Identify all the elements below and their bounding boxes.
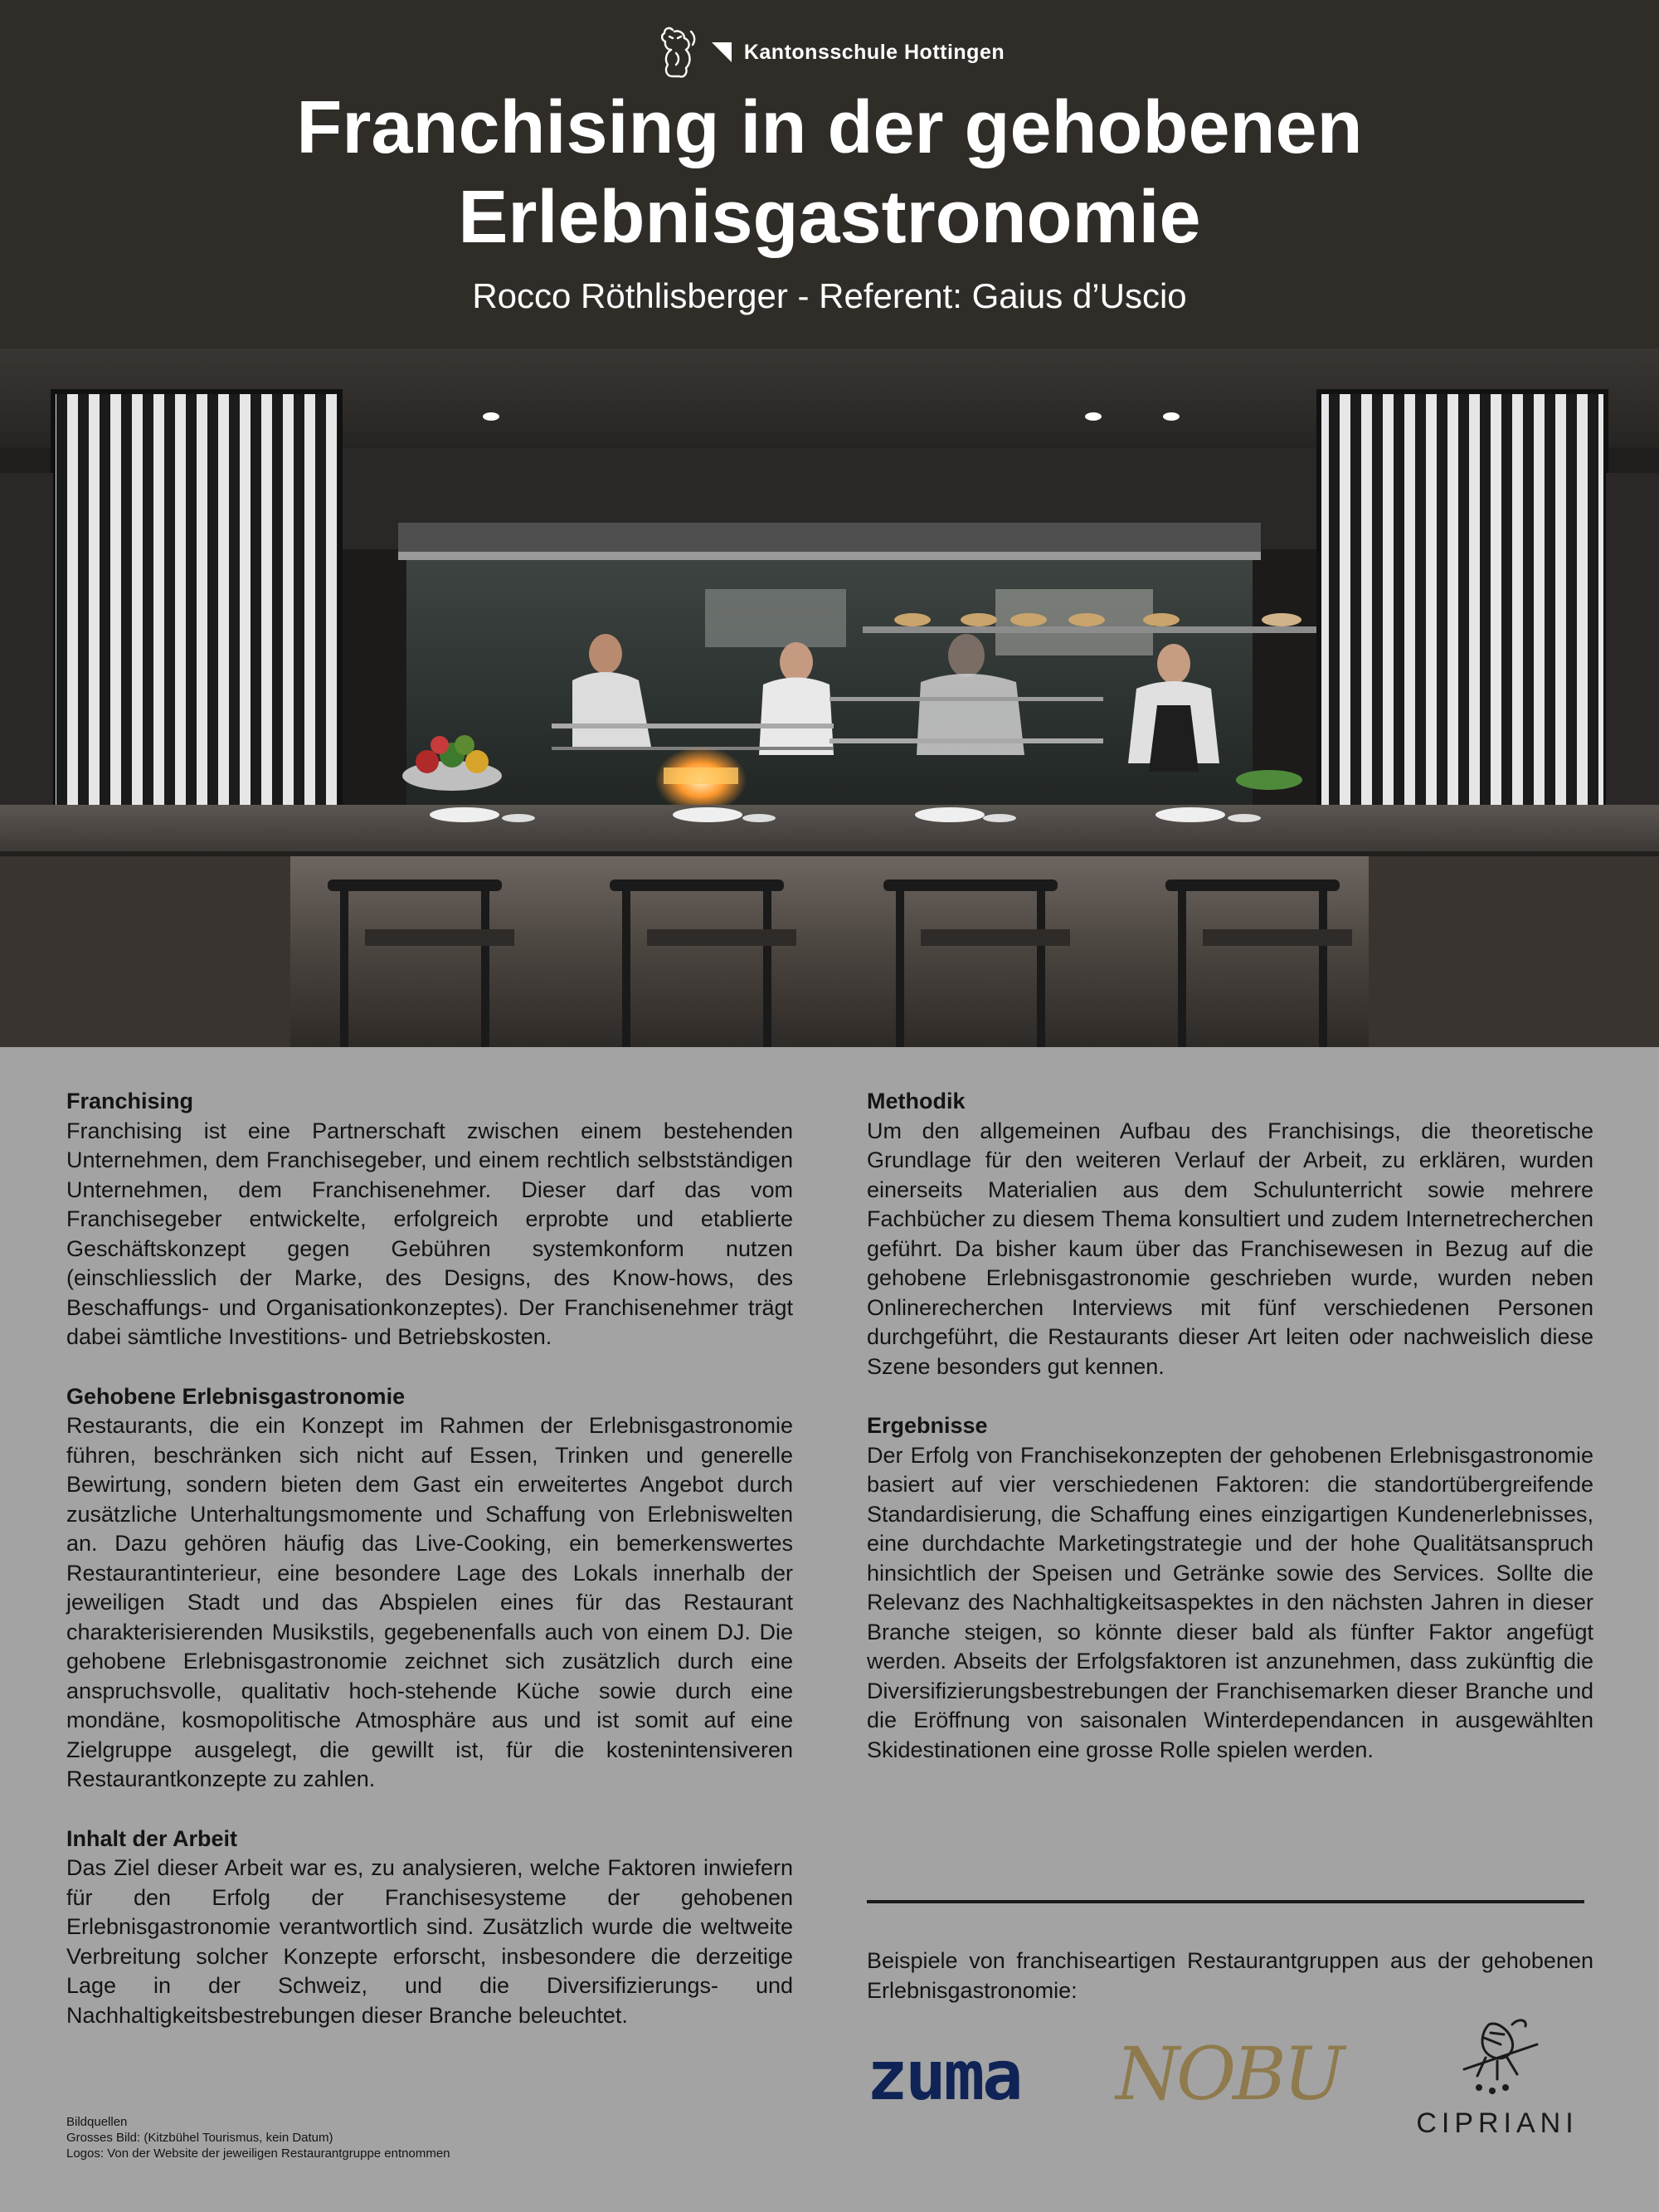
sources-image: Grosses Bild: (Kitzbühel Tourismus, kein Datum) <box>66 2131 333 2145</box>
section-text: Franchising ist eine Partnerschaft zwischen einem bestehenden Unternehmen, dem Franchisegeber, und einem rechtlich selbstständigen Unternehmen, dem Franchisenehmer. Dieser darf das vom Franchisegeber entwickelte, erfolgreich erprobte und etablierte Geschäftskonzept gegen Gebühren systemkonform nutzen (einschliesslich der Marke, des Designs, des Know-hows, des Beschaffungs- und Organisationkonzeptes). Der Franchisenehmer trägt dabei sämtliche Investitions- und Betriebskosten. <box>66 1118 793 1349</box>
zuma-logo <box>867 2049 1074 2107</box>
header-banner <box>0 0 1659 348</box>
section-heading: Ergebnisse <box>867 1413 988 1438</box>
section-inhalt <box>66 1825 793 2031</box>
section-text: Um den allgemeinen Aufbau des Franchisings, die theoretische Grundlage für den weiteren Verlauf der Arbeit, zu erklären, wurden einerseits Materialien aus dem Schulunterricht sowie mehrere Fachbücher zu diesem Thema konsultiert und zudem Internetrecherchen geführt. Da bisher kaum über das Franchisewesen in Bezug auf die gehobene Erlebnisgastronomie geschrieben wurde, wurden neben Onlinerecherchen Interviews mit fünf verschiedenen Personen durchgeführt, die Restaurants dieser Art leiten oder nachweislich diese Szene besonders gut kennen. <box>867 1118 1593 1379</box>
left-column <box>66 1087 793 2060</box>
sources-heading: Bildquellen <box>66 2115 128 2129</box>
lion-crest-icon <box>654 23 699 81</box>
section-heading: Methodik <box>867 1089 966 1113</box>
cipriani-wordmark: CIPRIANI <box>1416 2107 1579 2139</box>
diagonal-square-icon <box>711 41 732 63</box>
hero-restaurant-image <box>0 348 1659 1047</box>
section-ergebnisse <box>867 1411 1593 1765</box>
image-sources <box>66 2114 450 2161</box>
section-text: Der Erfolg von Franchisekonzepten der gehobenen Erlebnisgastronomie basiert auf vier verschiedenen Faktoren: die standortübergreifende Standardisierung, die Schaffung eines einzigartigen Kundenerlebnisses, eine durchdachte Marketingstrategie und der hohe Qualitätsanspruch hinsichtlich der Speisen und Getränke sowie des Services. Sollte die Relevanz des Nachhaltigkeitsaspektes in den nächsten Jahren in dieser Branche steigen, so könnte dieser bald als fünfter Faktor angefügt werden. Abseits der Erfolgsfaktoren ist anzunehmen, dass zukünftig die Diversifizierungsbestrebungen der Franchisemarken dieser Branche und die Eröffnung von saisonalen Winterdependancen in ausgewählten Skidestinationen eine grosse Rolle spielen werden. <box>867 1442 1593 1762</box>
sources-logos: Logos: Von der Website der jeweiligen Restaurantgruppe entnommen <box>66 2146 450 2161</box>
examples-intro: Beispiele von franchiseartigen Restaurantgruppen aus der gehobenen Erlebnisgastronomie: <box>867 1948 1593 2003</box>
section-erlebnisgastronomie <box>66 1382 793 1795</box>
section-divider <box>867 1900 1584 1903</box>
section-text: Das Ziel dieser Arbeit war es, zu analysieren, welche Faktoren inwiefern für den Erfolg der Franchisesysteme der gehobenen Erlebnisgastronomie verantwortlich sind. Zusätzlich wurde die weltweite Verbreitung solcher Konzepte erforscht, insbesondere die derzeitige Lage in der Schweiz, und die Diversifizierungs- und Nachhaltigkeitsbestrebungen dieser Branche beleuchtet. <box>66 1855 793 2028</box>
cipriani-logo <box>1410 2008 1584 2140</box>
nobu-logo: NOBU <box>1116 2031 1341 2117</box>
title-line-1: Franchising in der gehobenen <box>296 86 1363 169</box>
author-line: Rocco Röthlisberger - Referent: Gaius d’Uscio <box>472 276 1187 315</box>
section-text: Restaurants, die ein Konzept im Rahmen der Erlebnisgastronomie führen, beschränken sich nicht auf Essen, Trinken und generelle Bewirtung, sondern bieten dem Gast ein erweitertes Angebot durch zusätzliche Unterhaltungsmomente und Schaffung von Erlebniswelten an. Dazu gehören häufig das Live-Cooking, ein bemerkenswertes Restaurantinterieur, eine besondere Lage des Lokals innerhalb der jeweiligen Stadt und das Abspielen eines für das Restaurant charakterisierenden Musikstils, gegebenenfalls auch von einem DJ. Die gehobene Erlebnisgastronomie zeichnet sich zusätzlich durch eine anspruchsvolle, qualitativ hoch-stehende Küche sowie durch eine mondäne, kosmopolitische Atmosphäre aus und ist somit auf eine Zielgruppe ausgelegt, die gewillt ist, für die kostenintensiveren Restaurantkonzepte zu zahlen. <box>66 1413 793 1791</box>
section-heading: Inhalt der Arbeit <box>66 1825 238 1851</box>
svg-text:zuma: zuma <box>867 2049 1021 2107</box>
section-methodik <box>867 1087 1593 1381</box>
section-heading: Franchising <box>66 1089 194 1113</box>
page-title <box>0 83 1659 262</box>
right-column <box>867 1087 1593 1795</box>
title-line-2: Erlebnisgastronomie <box>458 176 1201 259</box>
section-franchising <box>66 1087 793 1352</box>
school-logo <box>0 23 1659 81</box>
school-name: Kantonsschule Hottingen <box>743 40 1005 64</box>
cipriani-crest-icon <box>1439 2008 1555 2107</box>
section-heading: Gehobene Erlebnisgastronomie <box>66 1383 406 1409</box>
